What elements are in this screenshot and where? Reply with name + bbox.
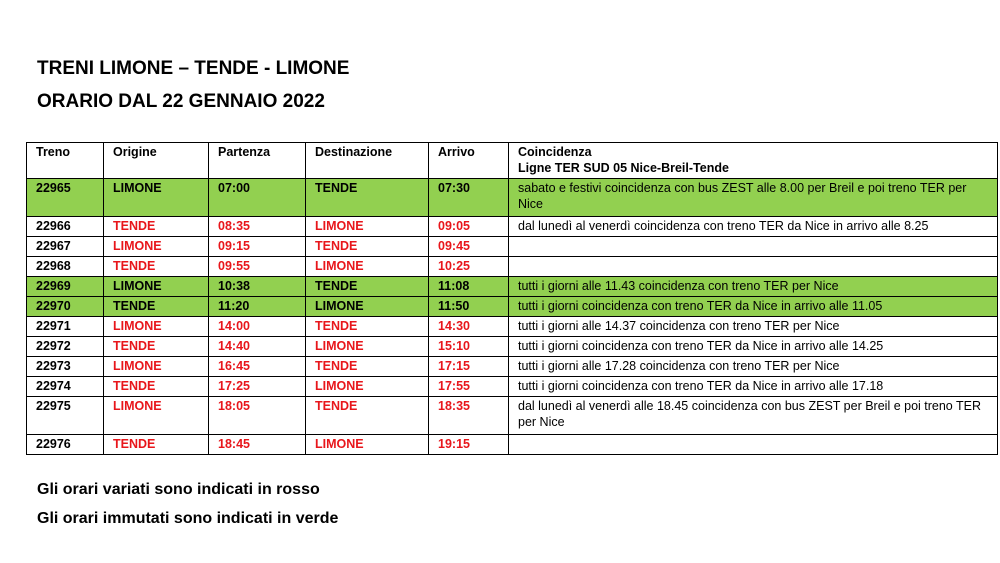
legend-red-note: Gli orari variati sono indicati in rosso — [37, 481, 320, 498]
header-partenza: Partenza — [209, 143, 306, 179]
cell-partenza: 17:25 — [209, 377, 306, 397]
cell-origine: LIMONE — [104, 237, 209, 257]
table-row — [27, 217, 998, 237]
cell-arrivo: 09:45 — [429, 237, 509, 257]
cell-arrivo: 11:08 — [429, 277, 509, 297]
cell-destinazione: LIMONE — [306, 337, 429, 357]
header-coincidenza-line: Ligne TER SUD 05 Nice-Breil-Tende — [518, 161, 729, 175]
cell-coincidenza: tutti i giorni coincidenza con treno TER da Nice in arrivo alle 14.25 — [509, 337, 998, 357]
cell-treno: 22973 — [27, 357, 104, 377]
cell-destinazione: LIMONE — [306, 297, 429, 317]
cell-arrivo: 19:15 — [429, 435, 509, 455]
header-coincidenza-title: Coincidenza — [518, 145, 592, 159]
page-subtitle: ORARIO DAL 22 GENNAIO 2022 — [37, 91, 325, 112]
cell-treno: 22969 — [27, 277, 104, 297]
header-arrivo: Arrivo — [429, 143, 509, 179]
cell-coincidenza — [509, 257, 998, 277]
cell-origine: TENDE — [104, 257, 209, 277]
cell-partenza: 09:15 — [209, 237, 306, 257]
cell-destinazione: TENDE — [306, 179, 429, 217]
header-destinazione: Destinazione — [306, 143, 429, 179]
cell-partenza: 08:35 — [209, 217, 306, 237]
cell-treno: 22971 — [27, 317, 104, 337]
table-row — [27, 237, 998, 257]
cell-treno: 22967 — [27, 237, 104, 257]
table-row — [27, 357, 998, 377]
cell-coincidenza: dal lunedì al venerdì alle 18.45 coincidenza con bus ZEST per Breil e poi treno TER per Nice — [509, 397, 998, 435]
cell-coincidenza: sabato e festivi coincidenza con bus ZEST alle 8.00 per Breil e poi treno TER per Nice — [509, 179, 998, 217]
cell-coincidenza: tutti i giorni alle 17.28 coincidenza con treno TER per Nice — [509, 357, 998, 377]
cell-origine: TENDE — [104, 377, 209, 397]
cell-coincidenza: tutti i giorni coincidenza con treno TER da Nice in arrivo alle 17.18 — [509, 377, 998, 397]
cell-partenza: 09:55 — [209, 257, 306, 277]
cell-coincidenza: tutti i giorni coincidenza con treno TER da Nice in arrivo alle 11.05 — [509, 297, 998, 317]
cell-origine: LIMONE — [104, 277, 209, 297]
table-row — [27, 397, 998, 435]
table-row — [27, 317, 998, 337]
header-treno: Treno — [27, 143, 104, 179]
table-header-row — [27, 143, 998, 179]
cell-coincidenza: tutti i giorni alle 14.37 coincidenza con treno TER per Nice — [509, 317, 998, 337]
legend-green-note: Gli orari immutati sono indicati in verde — [37, 510, 339, 527]
header-origine: Origine — [104, 143, 209, 179]
cell-destinazione: TENDE — [306, 317, 429, 337]
cell-arrivo: 07:30 — [429, 179, 509, 217]
cell-destinazione: LIMONE — [306, 217, 429, 237]
table-row — [27, 257, 998, 277]
cell-destinazione: TENDE — [306, 237, 429, 257]
cell-arrivo: 11:50 — [429, 297, 509, 317]
cell-coincidenza: dal lunedì al venerdì coincidenza con treno TER da Nice in arrivo alle 8.25 — [509, 217, 998, 237]
timetable — [26, 142, 998, 455]
page-title: TRENI LIMONE – TENDE - LIMONE — [37, 58, 350, 79]
cell-arrivo: 14:30 — [429, 317, 509, 337]
cell-arrivo: 09:05 — [429, 217, 509, 237]
cell-arrivo: 15:10 — [429, 337, 509, 357]
cell-destinazione: TENDE — [306, 397, 429, 435]
table-row — [27, 277, 998, 297]
cell-arrivo: 17:15 — [429, 357, 509, 377]
cell-treno: 22974 — [27, 377, 104, 397]
cell-treno: 22972 — [27, 337, 104, 357]
cell-destinazione: LIMONE — [306, 377, 429, 397]
table-row — [27, 297, 998, 317]
table-row — [27, 179, 998, 217]
cell-arrivo: 18:35 — [429, 397, 509, 435]
cell-partenza: 10:38 — [209, 277, 306, 297]
cell-treno: 22965 — [27, 179, 104, 217]
cell-arrivo: 17:55 — [429, 377, 509, 397]
cell-origine: LIMONE — [104, 179, 209, 217]
cell-arrivo: 10:25 — [429, 257, 509, 277]
cell-coincidenza: tutti i giorni alle 11.43 coincidenza con treno TER per Nice — [509, 277, 998, 297]
header-coincidenza — [509, 143, 998, 179]
cell-origine: TENDE — [104, 297, 209, 317]
cell-treno: 22968 — [27, 257, 104, 277]
cell-partenza: 11:20 — [209, 297, 306, 317]
table-row — [27, 337, 998, 357]
cell-origine: LIMONE — [104, 397, 209, 435]
cell-origine: TENDE — [104, 337, 209, 357]
cell-origine: TENDE — [104, 435, 209, 455]
cell-partenza: 14:00 — [209, 317, 306, 337]
cell-coincidenza — [509, 435, 998, 455]
cell-origine: LIMONE — [104, 317, 209, 337]
cell-destinazione: TENDE — [306, 277, 429, 297]
table-row — [27, 377, 998, 397]
cell-origine: TENDE — [104, 217, 209, 237]
cell-destinazione: LIMONE — [306, 257, 429, 277]
table-row — [27, 435, 998, 455]
cell-coincidenza — [509, 237, 998, 257]
cell-treno: 22975 — [27, 397, 104, 435]
cell-destinazione: LIMONE — [306, 435, 429, 455]
cell-partenza: 14:40 — [209, 337, 306, 357]
cell-origine: LIMONE — [104, 357, 209, 377]
cell-partenza: 07:00 — [209, 179, 306, 217]
cell-partenza: 18:45 — [209, 435, 306, 455]
cell-destinazione: TENDE — [306, 357, 429, 377]
cell-treno: 22976 — [27, 435, 104, 455]
cell-partenza: 18:05 — [209, 397, 306, 435]
cell-treno: 22966 — [27, 217, 104, 237]
cell-treno: 22970 — [27, 297, 104, 317]
cell-partenza: 16:45 — [209, 357, 306, 377]
